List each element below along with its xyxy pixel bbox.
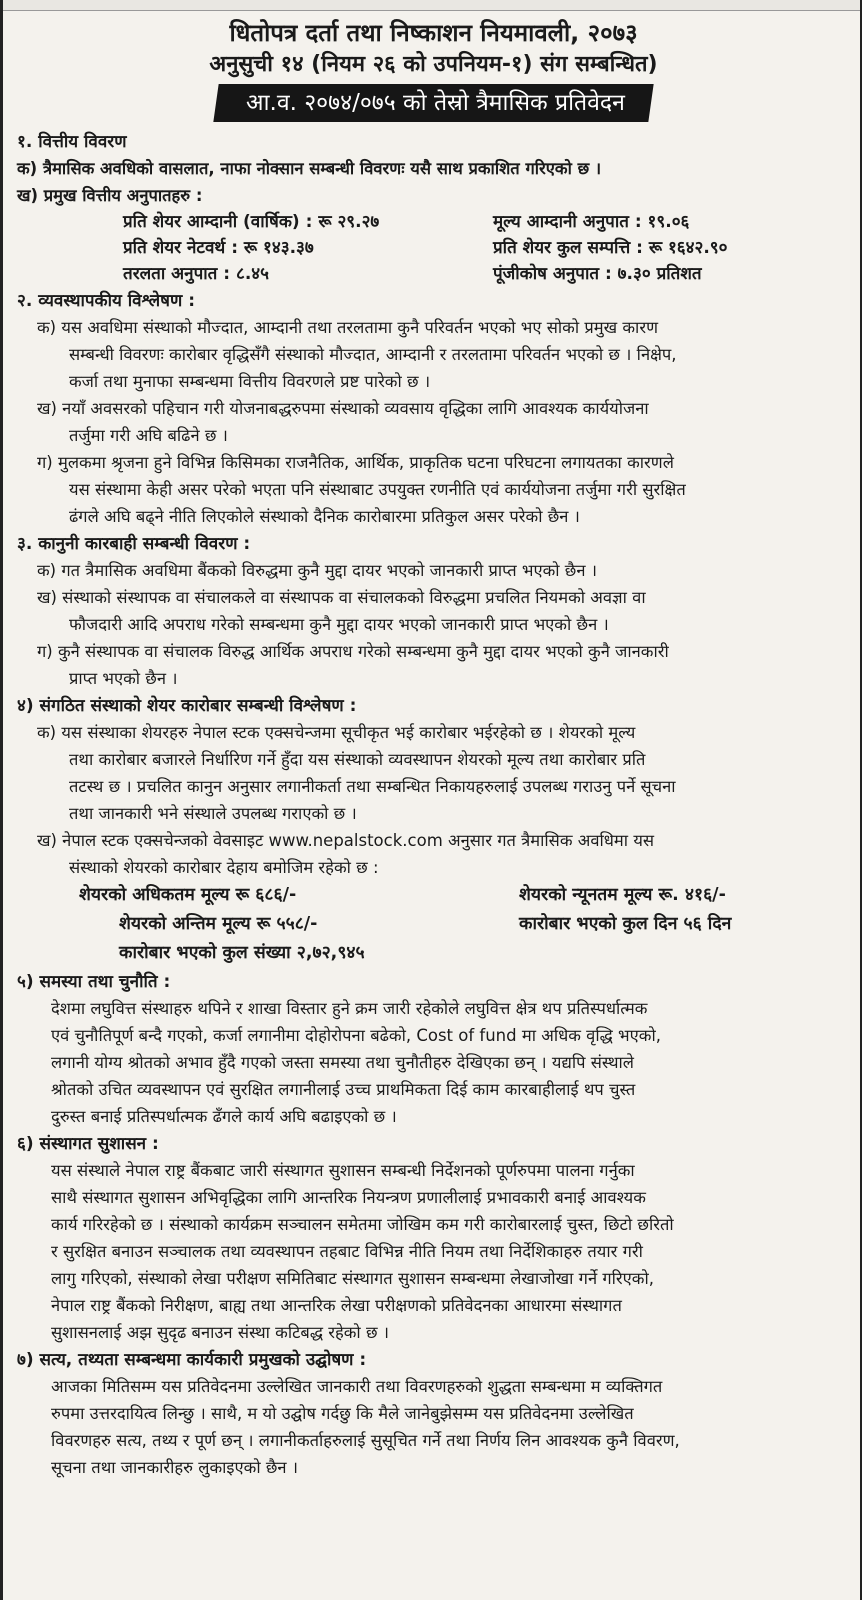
text-line: तटस्थ छ । प्रचलित कानुन अनुसार लगानीकर्ता तथा सम्बन्धित निकायहरुलाई उपलब्ध गराउनु पर्ने सूचना — [69, 777, 676, 796]
share-last-price: शेयरको अन्तिम मूल्य रू ५५८/- — [119, 914, 318, 934]
text-line: सुशासनलाई अझ सुदृढ बनाउन संस्था कटिबद्ध रहेको छ । — [51, 1323, 390, 1342]
section-5-heading: ५) समस्या तथा चुनौति : — [17, 972, 171, 992]
share-trading-days: कारोबार भएको कुल दिन ५६ दिन — [519, 914, 732, 934]
share-min-price: शेयरको न्यूनतम मूल्य रू. ४१६/- — [519, 885, 726, 905]
section-1-a: क) त्रैमासिक अवधिको वासलात, नाफा नोक्सान सम्बन्धी विवरणः यसै साथ प्रकाशित गरिएको छ । — [17, 159, 602, 178]
text-line: आजका मितिसम्म यस प्रतिवेदनमा उल्लेखित जानकारी तथा विवरणहरुको शुद्धता सम्बन्धमा म व्यक्तिगत — [51, 1377, 663, 1396]
text-line: ग) मुलकमा श्रृजना हुने विभिन्न किसिमका राजनैतिक, आर्थिक, प्राकृतिक घटना परिघटना लगायतका कारणले — [37, 453, 674, 472]
share-max-price: शेयरको अधिकतम मूल्य रू ६८६/- — [79, 885, 297, 905]
text-line: ख) संस्थाको संस्थापक वा संचालकले वा संस्थापक वा संचालकको विरुद्धमा प्रचलित नियमको अवज्ञा वा — [37, 588, 646, 607]
section-2-heading: २. व्यवस्थापकीय विश्लेषण : — [17, 291, 195, 311]
text-line: एवं चुनौतिपूर्ण बन्दै गएको, कर्जा लगानीमा दोहोरोपना बढेको, Cost of fund मा अधिक वृद्धि भएको, — [51, 1026, 661, 1045]
text-line: ढंगले अघि बढ्ने नीति लिएकोले संस्थाको दैनिक कारोबारमा प्रतिकुल असर परेको छैन । — [69, 507, 580, 526]
report-banner — [17, 84, 850, 122]
section-2-b — [17, 395, 850, 449]
text-line: दुरुस्त बनाई प्रतिस्पर्धात्मक ढँगले कार्य अघि बढाइएको छ । — [51, 1107, 397, 1126]
schedule-subtitle: अनुसुची १४ (नियम २६ को उपनियम-१) संग सम्बन्धित) — [209, 52, 658, 77]
text-line: तर्जुमा गरी अघि बढिने छ । — [69, 426, 228, 445]
text-line: ग) कुनै संस्थापक वा संचालक विरुद्ध आर्थिक अपराध गरेको सम्बन्धमा कुनै मुद्दा दायर भएको कुनै जानकारी — [37, 642, 669, 661]
text-line: कार्य गरिरहेको छ । संस्थाको कार्यक्रम सञ्चालन समेतमा जोखिम कम गरी कारोबारलाई चुस्त, छिटो छरितो — [51, 1215, 674, 1234]
section-4-b — [17, 827, 850, 881]
section-4-heading: ४) संगठित संस्थाको शेयर कारोबार सम्बन्धी विश्लेषण : — [17, 696, 357, 716]
section-1-b-heading: ख) प्रमुख वित्तीय अनुपातहरु : — [17, 186, 203, 205]
text-line: क) यस संस्थाका शेयरहरु नेपाल स्टक एक्सचेन्जमा सूचीकृत भई कारोबार भईरहेको छ । शेयरको मूल्य — [37, 723, 636, 742]
text-line: लगानी योग्य श्रोतको अभाव हुँदै गएको जस्ता समस्या तथा चुनौतीहरु देखिएका छन् । यद्यपि संस्थाले — [51, 1053, 634, 1072]
text-line: क) यस अवधिमा संस्थाको मौज्दात, आम्दानी तथा तरलतामा कुनै परिवर्तन भएको भए सोको प्रमुख कारण — [37, 318, 658, 337]
share-total-volume: कारोबार भएको कुल संख्या २,७२,९४५ — [119, 943, 365, 963]
text-line: नेपाल राष्ट्र बैंकको निरीक्षण, बाह्य तथा आन्तरिक लेखा परीक्षणको प्रतिवेदनका आधारमा संस्थागत — [51, 1296, 622, 1315]
section-2-c — [17, 449, 850, 530]
text-line: कर्जा तथा मुनाफा सम्बन्धमा वित्तीय विवरणले प्रष्ट पारेको छ । — [69, 372, 431, 391]
text-line: श्रोतको उचित व्यवस्थापन एवं सुरक्षित लगानीलाई उच्च प्राथमिकता दिई काम कारबाहीलाई थप चुस्त — [51, 1080, 636, 1099]
text-line: संस्थाको शेयरको कारोबार देहाय बमोजिम रहेको छ : — [69, 858, 379, 877]
section-2-a — [17, 314, 850, 395]
report-banner-text: आ.व. २०७४/०७५ को तेस्रो त्रैमासिक प्रतिवेदन — [246, 90, 625, 116]
section-6-heading: ६) संस्थागत सुशासन : — [17, 1134, 159, 1154]
text-line: र सुरक्षित बनाउन सञ्चालक तथा व्यवस्थापन तहबाट विभिन्न नीति नियम तथा निर्देशिकाहरु तयार गरी — [51, 1242, 643, 1261]
regulation-title: धितोपत्र दर्ता तथा निष्काशन नियमावली, २०७३ — [229, 19, 638, 47]
ratio-capital: पूंजीकोष अनुपात : ७.३० प्रतिशत — [493, 264, 702, 284]
text-line: प्राप्त भएको छैन । — [69, 669, 178, 688]
text-line: ख) नयाँ अवसरको पहिचान गरी योजनाबद्धरुपमा संस्थाको व्यवसाय वृद्धिका लागि आवश्यक कार्ययोजना — [37, 399, 649, 418]
text-line: लागु गरिएको, संस्थाको लेखा परीक्षण समितिबाट संस्थागत सुशासन सम्बन्धमा लेखाजोखा गर्ने गरिएको, — [51, 1269, 654, 1288]
text-line: रुपमा उत्तरदायित्व लिन्छु । साथै, म यो उद्घोष गर्दछु कि मैले जानेबुझेसम्म यस प्रतिवेदनमा उल्लेखित — [51, 1404, 634, 1423]
text-line: सूचना तथा जानकारीहरु लुकाइएको छैन । — [51, 1458, 299, 1477]
text-line: तथा जानकारी भने संस्थाले उपलब्ध गराएको छ । — [69, 804, 357, 823]
section-3-b — [17, 584, 850, 638]
text-line: साथै संस्थागत सुशासन अभिवृद्धिका लागि आन्तरिक नियन्त्रण प्रणालीलाई प्रभावकारी बनाई आवश्यक — [51, 1188, 646, 1207]
ratio-networth: प्रति शेयर नेटवर्थ : रू १४३.३७ — [123, 238, 314, 258]
section-7-heading: ७) सत्य, तथ्यता सम्बन्धमा कार्यकारी प्रमुखको उद्घोषण : — [17, 1350, 367, 1370]
section-3-a — [17, 557, 850, 584]
section-5-body — [17, 995, 850, 1130]
section-3-c — [17, 638, 850, 692]
ratio-pe: मूल्य आम्दानी अनुपात : १९.०६ — [493, 212, 690, 232]
section-6-body — [17, 1157, 850, 1346]
text-line: देशमा लघुवित्त संस्थाहरु थपिने र शाखा विस्तार हुने क्रम जारी रहेकोले लघुवित्त क्षेत्र थप प्रतिस्पर्धात्मक — [51, 999, 648, 1018]
section-1-heading: १. वित्तीय विवरण — [17, 132, 127, 152]
text-line: विवरणहरु सत्य, तथ्य र पूर्ण छन् । लगानीकर्ताहरुलाई सुसूचित गर्ने तथा निर्णय लिन आवश्यक कुनै विवरण, — [51, 1431, 680, 1450]
section-4-a — [17, 719, 850, 827]
text-line: क) गत त्रैमासिक अवधिमा बैंकको विरुद्धमा कुनै मुद्दा दायर भएको जानकारी प्राप्त भएको छैन । — [37, 561, 598, 580]
share-trading-summary — [17, 881, 850, 968]
financial-ratios — [17, 209, 850, 287]
text-line: फौजदारी आदि अपराध गरेको सम्बन्धमा कुनै मुद्दा दायर भएको जानकारी प्राप्त भएको छैन । — [69, 615, 609, 634]
section-7-body — [17, 1373, 850, 1481]
ratio-liquidity: तरलता अनुपात : ८.४५ — [123, 264, 269, 284]
ratio-eps: प्रति शेयर आम्दानी (वार्षिक) : रू २९.२७ — [123, 212, 380, 232]
ratio-assets: प्रति शेयर कुल सम्पत्ति : रू १६४२.९० — [493, 238, 728, 258]
text-line: यस संस्थाले नेपाल राष्ट्र बैंकबाट जारी संस्थागत सुशासन सम्बन्धी निर्देशनको पूर्णरुपमा पालना गर्नुका — [51, 1161, 635, 1180]
text-line: सम्बन्धी विवरणः कारोबार वृद्धिसँगै संस्थाको मौज्दात, आम्दानी र तरलतामा परिवर्तन भएको छ । निक्षेप, — [69, 345, 677, 364]
text-line: ख) नेपाल स्टक एक्सचेन्जको वेवसाइट www.nepalstock.com अनुसार गत त्रैमासिक अवधिमा यस — [37, 831, 655, 850]
text-line: तथा कारोबार बजारले निर्धारिण गर्ने हुँदा यस संस्थाको व्यवस्थापन शेयरको मूल्य तथा कारोबार प्रति — [69, 750, 646, 769]
text-line: यस संस्थामा केही असर परेको भएता पनि संस्थाबाट उपयुक्त रणनीति एवं कार्ययोजना तर्जुमा गरी सुरक्षित — [69, 480, 686, 499]
top-edge — [3, 0, 860, 11]
section-3-heading: ३. कानुनी कारबाही सम्बन्धी विवरण : — [17, 534, 251, 554]
